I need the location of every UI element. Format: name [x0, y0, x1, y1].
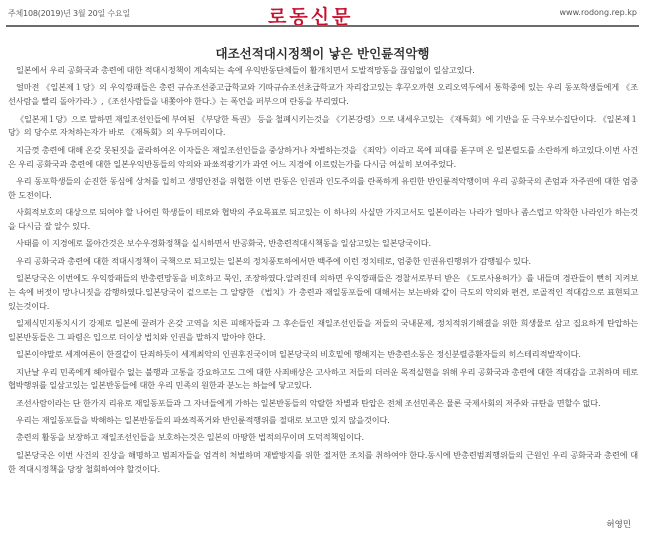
- article-body: [8, 64, 638, 480]
- article-paragraph: 일본이야말로 세계여론이 한결같이 단죄하듯이 세계최악의 인권후진국이며 일본당국의 비호밑에 행해지는 반총련소동은 정신분렬증환자들의 히스테리적발작이다.: [16, 349, 581, 360]
- article-paragraph: 일제식민지통치시기 강제로 일본에 끌려가 온갖 고역을 치른 피해자들과 그 후손들인 재일조선인들을 저들의 국내문제, 정치적위기해결을 위한 희생물로 삼고 집요하게 탄압하는 일본반동들은 그 파렴은 입으로 더이상 법치와 인권을 말하지 말아야 한다.: [8, 318, 638, 342]
- article-paragraph: 조선사람이라는 단 한가지 리유로 재일동포들과 그 자녀들에게 가하는 일본반동들의 악랄한 차별과 탄압은 전체 조선민족은 물론 국제사회의 저주와 규탄을 면할수 없다.: [16, 397, 601, 408]
- article-title: 대조선적대시정책이 낳은 반인륜적악행: [215, 46, 430, 61]
- article-paragraph: 우리 공화국과 총련에 대한 적대시정책이 국책으로 되고있는 일본의 정치풍토하에서만 백주에 이런 정치테로, 엄중한 인권유린행위가 감행될수 있다.: [16, 255, 532, 266]
- author-byline: 허영민: [606, 520, 631, 530]
- article-paragraph: 우리 동포학생들의 순진한 동심에 상처를 입히고 생명안전을 위협한 이번 란동은 인권과 인도주의를 란폭하게 유린한 반인륜적악행이며 우리 공화국의 존엄과 자주권에 대한 엄중한 도전이다.: [8, 175, 638, 200]
- article-paragraph: 총련의 활동을 보장하고 재일조선인들을 보호하는것은 일본의 마땅한 법적의무이며 도덕적책임이다.: [16, 432, 364, 443]
- article-paragraph: 일본에서 우리 공화국과 총련에 대한 적대시정책이 계속되는 속에 우익반동단체들이 활개치면서 도발적망동을 끊임없이 일삼고있다.: [16, 65, 475, 75]
- article-paragraph: 사회적보호의 대상으로 되여야 할 나어린 학생들이 테로와 협박의 주요목표로 되고있는 이 하나의 사실만 가지고서도 일본이라는 나라가 얼마나 좀스럽고 악착한 나라인가 하는것을 다시금 잘 알수 있다.: [8, 207, 638, 232]
- article-paragraph: 사태를 이 지경에로 몰아간것은 보수우경화정책을 실시하면서 반공화국, 반총련적대시책동을 일삼고있는 일본당국이다.: [16, 238, 431, 249]
- article-paragraph: 《일본제１당》으로 말하면 재일조선인들에 부여된 《부당한 특권》 등을 철폐시키는것을 《기본강령》으로 내세우고있는 《재특회》에 기반을 둔 극우보수집단이다. 《일본제１당》의 당수로 자처하는자가 바로 《재특회》의 우두머리이다.: [8, 113, 638, 138]
- article-paragraph: 얼마전 《일본제１당》의 우익깡패들은 총련 규슈조선중고급학교와 기따규슈조선초급학교가 자리잡고있는 후꾸오까현 오리오역두에서 통학중에 있는 우리 동포학생들에게 《조선사람을 빨리 돌아가라.》,《조선사람들을 내쫓아야 한다.》는 폭언을 퍼부으며 란동을 부리였다.: [8, 82, 638, 107]
- site-url[interactable]: www.rodong.rep.kp: [559, 8, 637, 17]
- article-paragraph: 일본당국은 이번 사건의 진상을 해명하고 범죄자들을 엄격히 처벌하며 재발방지를 위한 절저한 조치를 취하여야 한다.동시에 반총련범죄행위들의 근원인 우리 공화국과 총련에 대한 적대시정책을 당장 철회하여야 할것이다.: [8, 449, 638, 474]
- article-paragraph: 우리는 재일동포들을 박해하는 일본반동들의 파쑈적폭거와 반인륜적행위를 절대로 보고만 있지 않을것이다.: [16, 415, 390, 426]
- issue-date: 주체108(2019)년 3월 20일 수요일: [8, 9, 130, 18]
- article-paragraph: 지난날 우리 민족에게 헤아릴수 없는 불행과 고통을 강요하고도 그에 대한 사죄배상은 고사하고 저들의 더러운 목적실현을 위해 우리 공화국과 총련에 대한 적대감을 고취하며 테로협박행위를 일삼고있는 일본반동들에 대한 우리 민족의 원한과 분노는 하늘에 닿고있다.: [8, 366, 638, 391]
- article-paragraph: 일본당국은 이번에도 우익깡패들의 반총련망동을 비호하고 묵인, 조장하였다.알려진데 의하면 우익깡패들은 경찰서로부터 받은 《도로사용허가》를 내들며 경관들이 뻔히 지켜보는 속에 버젓이 망나니짓을 감행하였다.일본당국이 겉으로는 그 알량한 《법치》가 총련과 재일동포들에 대해서는 보는바와 같이 극도의 악의와 편견, 로골적인 적대감으로 표현되고있는것이다.: [8, 272, 638, 311]
- newspaper-logo[interactable]: 로동신문: [268, 6, 354, 28]
- masthead-divider: [6, 25, 639, 27]
- article-paragraph: 지금껏 총련에 대해 온갖 못된짓을 골라하여온 이자들은 재일조선인들을 중상하거나 차별하는것을 《죄악》이라고 목에 피대를 돋구며 온 일본렬도를 소란하게 하고있다.이번 사건은 우리 공화국과 총련에 대한 일본우익반동들의 악의와 파쑈적광기가 과연 어느 지경에 이르렀는가를 다시금 여실히 보여주었다.: [8, 144, 638, 169]
- masthead: [0, 0, 645, 26]
